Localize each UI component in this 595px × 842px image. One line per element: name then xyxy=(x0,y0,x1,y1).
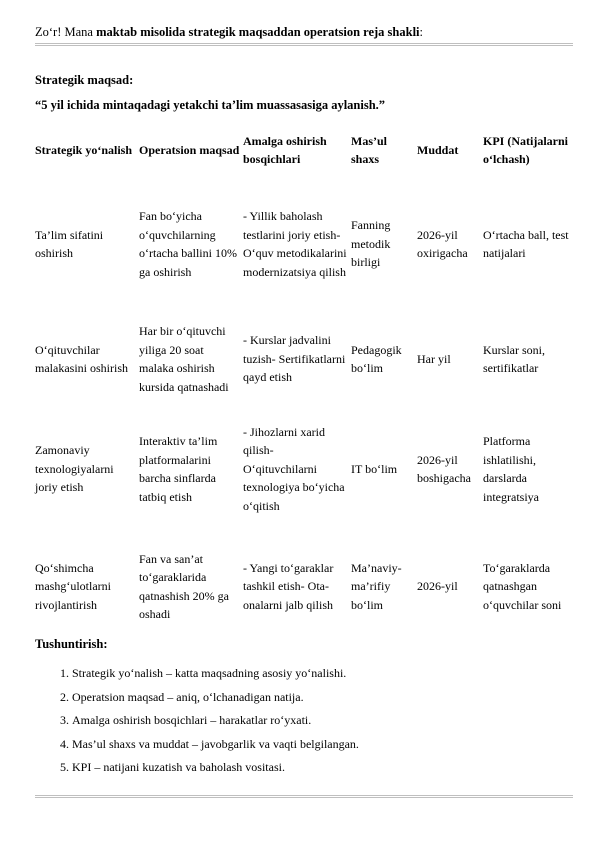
cell-kpi: To‘garaklarda qatnashgan o‘quvchilar soni xyxy=(483,560,562,612)
cell-responsible: IT bo‘lim xyxy=(351,461,398,476)
intro-prefix: Zo‘r! Mana xyxy=(35,25,97,39)
table-header-row xyxy=(33,116,578,184)
header-steps: Amalga oshirish bosqichlari xyxy=(243,133,327,166)
top-divider xyxy=(35,43,573,46)
cell-steps: - Yangi to‘garaklar tashkil etish- Ota-onalarni jalb qilish xyxy=(243,560,334,612)
list-item: 1. Strategik yo‘nalish – katta maqsadning asosiy yo‘nalishi. xyxy=(72,662,359,686)
notes-title: Tushuntirish: xyxy=(35,637,108,651)
cell-kpi: O‘rtacha ball, test natijalari xyxy=(483,227,569,260)
cell-operational-goal: Har bir o‘qituvchi yiliga 20 soat malaka oshirish kursida qatnashadi xyxy=(139,324,229,394)
cell-direction: O‘qituvchilar malakasini oshirish xyxy=(35,342,128,375)
header-responsible: Mas’ul shaxs xyxy=(351,133,387,166)
intro-bold: maktab misolida strategik maqsaddan operatsion reja shakli xyxy=(96,25,420,39)
cell-steps: - Yillik baholash testlarini joriy etish- O‘quv metodikalarini modernizatsiya qilish xyxy=(243,209,347,279)
goal-title: Strategik maqsad: xyxy=(35,73,134,87)
cell-operational-goal: Interaktiv ta’lim platformalarini barcha sinflarda tatbiq etish xyxy=(139,434,218,504)
list-item: 2. Operatsion maqsad – aniq, o‘lchanadigan natija. xyxy=(72,686,359,710)
notes-list xyxy=(35,662,359,780)
header-operational-goal: Operatsion maqsad xyxy=(139,142,240,157)
cell-responsible: Ma’naviy-ma’rifiy bo‘lim xyxy=(351,560,402,612)
cell-deadline: Har yil xyxy=(417,351,451,366)
goal-text: “5 yil ichida mintaqadagi yetakchi ta’lim muassasasiga aylanish.” xyxy=(35,98,386,112)
cell-deadline: 2026-yil xyxy=(417,579,458,594)
cell-operational-goal: Fan bo‘yicha o‘quvchilarning o‘rtacha ballini 10% ga oshirish xyxy=(139,209,237,279)
cell-direction: Zamonaviy texnologiyalarni joriy etish xyxy=(35,443,114,495)
cell-kpi: Platforma ishlatilishi, darslarda integratsiya xyxy=(483,434,539,504)
header-deadline: Muddat xyxy=(417,142,459,157)
cell-steps: - Jihozlarni xarid qilish- O‘qituvchilarni texnologiya bo‘yicha o‘qitish xyxy=(243,424,345,513)
table-row xyxy=(33,524,578,649)
cell-direction: Ta’lim sifatini oshirish xyxy=(35,227,104,260)
cell-direction: Qo‘shimcha mashg‘ulotlarni rivojlantirish xyxy=(35,560,111,612)
strategy-table xyxy=(33,116,578,649)
table-row xyxy=(33,184,578,304)
intro-line xyxy=(35,25,423,40)
intro-suffix: : xyxy=(419,25,423,39)
list-item: 4. Mas’ul shaxs va muddat – javobgarlik va vaqti belgilangan. xyxy=(72,733,359,757)
cell-deadline: 2026-yil boshigacha xyxy=(417,452,471,485)
header-kpi: KPI (Natijalarni o‘lchash) xyxy=(483,133,568,166)
bottom-divider xyxy=(35,795,573,798)
table-row xyxy=(33,304,578,414)
table-row xyxy=(33,414,578,524)
cell-steps: - Kurslar jadvalini tuzish- Sertifikatlarni qayd etish xyxy=(243,333,346,385)
list-item: 5. KPI – natijani kuzatish va baholash vositasi. xyxy=(72,756,359,780)
cell-operational-goal: Fan va san’at to‘garaklarida qatnashish 20% ga oshadi xyxy=(139,551,229,621)
cell-responsible: Fanning metodik birligi xyxy=(351,218,391,270)
cell-responsible: Pedagogik bo‘lim xyxy=(351,342,402,375)
header-direction: Strategik yo‘nalish xyxy=(35,142,133,157)
cell-deadline: 2026-yil oxirigacha xyxy=(417,227,468,260)
list-item: 3. Amalga oshirish bosqichlari – harakatlar ro‘yxati. xyxy=(72,709,359,733)
cell-kpi: Kurslar soni, sertifikatlar xyxy=(483,342,545,375)
